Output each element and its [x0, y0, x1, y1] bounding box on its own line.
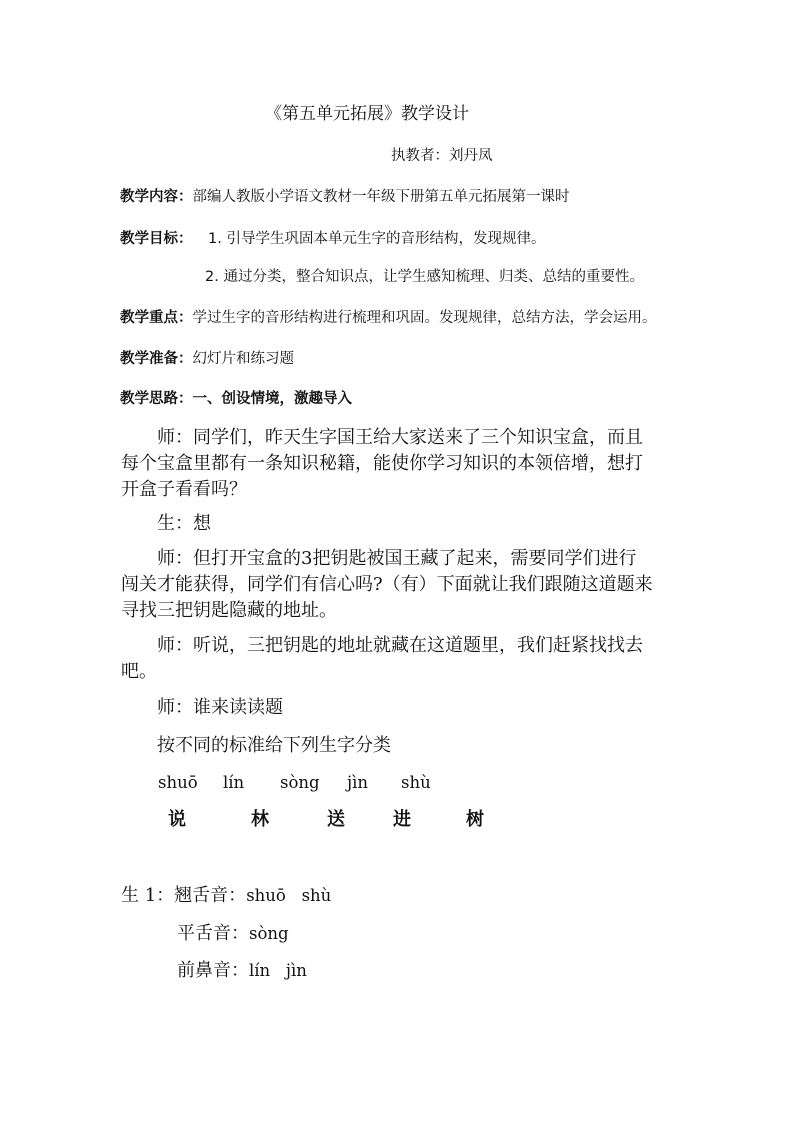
- dialogue-p1-line2: 每个宝盒里都有一条知识秘籍，能使你学习知识的本领倍增，想打: [121, 453, 643, 474]
- author-line: 执教者：刘丹凤: [391, 148, 493, 164]
- answer-line-2-label: 平舌音：: [177, 923, 249, 944]
- teaching-approach-step-1: 一、创设情境，激趣导入: [192, 391, 352, 407]
- answer-line-1-label: 生 1：翘舌音：: [121, 885, 247, 906]
- teaching-goals-label: 教学目标：: [120, 231, 193, 247]
- document-title: 《第五单元拓展》教学设计: [265, 104, 469, 124]
- dialogue-p4-line1: 师：听说，三把钥匙的地址就藏在这道题里，我们赶紧找找去: [157, 635, 643, 656]
- dialogue-p6: 按不同的标准给下列生字分类: [157, 735, 391, 756]
- pinyin-4: jìn: [347, 773, 369, 792]
- pinyin-1: shuō: [158, 773, 198, 792]
- dialogue-p4-line2: 吧。: [121, 661, 157, 682]
- dialogue-p5: 师：谁来读读题: [157, 697, 283, 718]
- goal-item-2: 2. 通过分类，整合知识点，让学生感知梳理、归类、总结的重要性。: [205, 269, 644, 285]
- pinyin-2: lín: [223, 773, 245, 792]
- pinyin-5: shù: [401, 773, 431, 792]
- teaching-content-text: 部编人教版小学语文教材一年级下册第五单元拓展第一课时: [192, 189, 570, 205]
- dialogue-p3-line3: 寻找三把钥匙隐藏的地址。: [121, 600, 337, 621]
- dialogue-p1-line3: 开盒子看看吗？: [121, 479, 247, 500]
- hanzi-5: 树: [466, 809, 484, 830]
- dialogue-p3-line2: 闯关才能获得，同学们有信心吗?（有）下面就让我们跟随这道题来: [121, 574, 653, 595]
- teaching-preparation-label: 教学准备：: [120, 351, 193, 367]
- teaching-content-label: 教学内容：: [120, 189, 193, 205]
- hanzi-4: 进: [393, 809, 411, 830]
- answer-line-3-value: lín jìn: [249, 961, 307, 980]
- hanzi-3: 送: [327, 809, 345, 830]
- teaching-goals: [120, 232, 193, 247]
- goal-item-1: 1. 引导学生巩固本单元生字的音形结构，发现规律。: [208, 231, 546, 247]
- teaching-focus-text: 学过生字的音形结构进行梳理和巩固。发现规律，总结方法，学会运用。: [192, 310, 657, 326]
- answer-line-2: [177, 925, 289, 943]
- teaching-preparation: [120, 352, 294, 367]
- dialogue-p2: 生：想: [157, 513, 211, 534]
- answer-line-1-value: shuō shù: [246, 886, 332, 905]
- teaching-focus: [120, 311, 657, 326]
- answer-line-3-label: 前鼻音：: [177, 960, 249, 981]
- answer-line-3: [177, 962, 307, 980]
- teaching-approach: [120, 392, 352, 407]
- hanzi-1: 说: [168, 809, 186, 830]
- hanzi-2: 林: [251, 809, 269, 830]
- pinyin-3: sòng: [280, 773, 320, 792]
- teaching-focus-label: 教学重点：: [120, 310, 193, 326]
- dialogue-p3-line1: 师：但打开宝盒的3把钥匙被国王藏了起来，需要同学们进行: [157, 548, 637, 569]
- teaching-content: [120, 190, 570, 205]
- dialogue-p1-line1: 师：同学们，昨天生字国王给大家送来了三个知识宝盒，而且: [157, 427, 643, 448]
- teaching-preparation-text: 幻灯片和练习题: [192, 351, 294, 367]
- answer-line-2-value: sòng: [249, 924, 289, 943]
- teaching-approach-label: 教学思路：: [120, 391, 193, 407]
- answer-line-1: [121, 887, 331, 905]
